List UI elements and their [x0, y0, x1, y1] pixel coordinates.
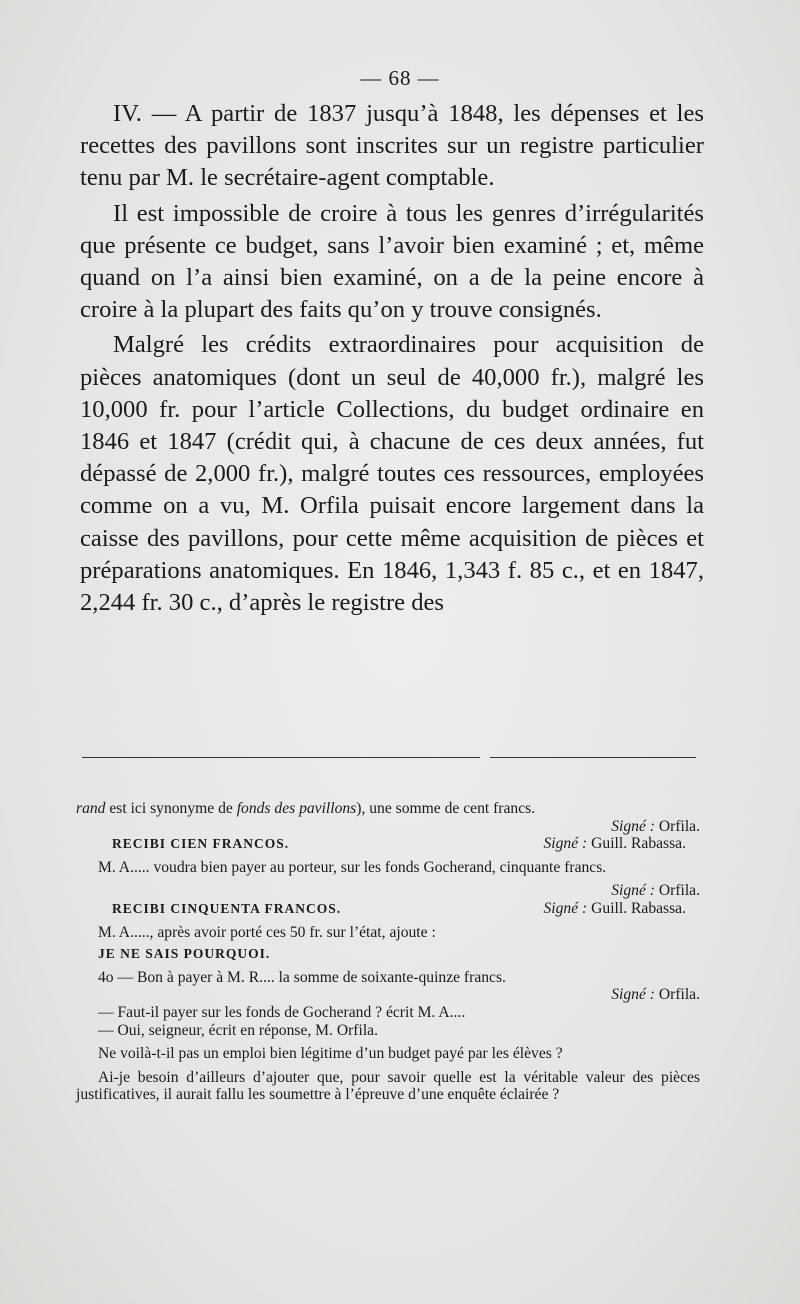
- note-pourquoi: JE NE SAIS POURQUOI.: [98, 946, 271, 962]
- signature-rabassa: [544, 900, 701, 918]
- signature-rabassa: [544, 835, 701, 853]
- note-rand: rand: [76, 800, 106, 817]
- note-ajoute: M. A....., après avoir porté ces 50 fr. sur l’état, ajoute :: [98, 923, 436, 941]
- footnotes: [76, 800, 700, 1104]
- signature-name: Guill. Rabassa.: [587, 899, 686, 917]
- signature-label: Signé :: [611, 882, 655, 900]
- signature-name: Orfila.: [654, 817, 700, 835]
- signature-label: Signé :: [543, 899, 588, 917]
- footnote-rule-right: [490, 757, 696, 758]
- signature-orfila: [76, 986, 700, 1004]
- signature-name: Orfila.: [654, 986, 700, 1004]
- note-emphasis: fonds des pavillons: [236, 800, 357, 817]
- receipt-text: RECIBI CIEN FRANCOS.: [112, 836, 290, 852]
- note-text: ), une somme de cent francs.: [356, 800, 536, 817]
- note-fonds-pavillons: [76, 800, 700, 818]
- receipt-text: RECIBI CINQUENTA FRANCOS.: [112, 900, 342, 916]
- note-bon-a-payer: 4o — Bon à payer à M. R.... la somme de soixante-quinze francs.: [98, 968, 506, 986]
- page-number: — 68 —: [360, 66, 440, 90]
- signature-name: Guill. Rabassa.: [587, 835, 686, 853]
- note-payment: M. A..... voudra bien payer au porteur, sur les fonds Gocherand, cinquante francs.: [98, 858, 607, 876]
- note-question: — Faut-il payer sur les fonds de Gocherand ? écrit M. A....: [98, 1003, 466, 1021]
- signature-orfila: [76, 882, 700, 900]
- paragraph-malgre: Malgré les crédits extraordinaires pour acquisition de pièces anatomiques (dont un seul de 40,000 fr.), malgré les 10,000 fr. pour l’article Collections, du budget ordinaire en 1846 et 1847 (crédit qui, à chacune de ces deux années, fut dépassé de 2,000 fr.), malgré toutes ces ressources, employées comme on a vu, M. Orfila puisait encore largement dans la caisse des pavillons, pour cette même acquisition de pièces et préparations anatomiques. En 1846, 1,343 f. 85 c., et en 1847, 2,244 fr. 30 c., d’après le registre des: [80, 331, 704, 617]
- signature-name: Orfila.: [654, 882, 700, 900]
- paragraph-iv: IV. — A partir de 1837 jusqu’à 1848, les dépenses et les recettes des pavillons sont inscrites sur un registre particulier tenu par M. le secrétaire-agent comptable.: [80, 100, 704, 192]
- signature-label: Signé :: [611, 817, 655, 835]
- signature-label: Signé :: [611, 986, 655, 1004]
- paragraph-irregularites: Il est impossible de croire à tous les genres d’irrégularités que présente ce budget, sans l’avoir bien examiné ; et, même quand on l’a ainsi bien examiné, on a de la peine encore à croire à la plupart des faits qu’on y trouve consignés.: [80, 199, 704, 324]
- signature-orfila: [76, 818, 700, 836]
- note-voila: Ne voilà-t-il pas un emploi bien légitime d’un budget payé par les élèves ?: [98, 1045, 563, 1063]
- signature-label: Signé :: [543, 835, 588, 853]
- note-text: est ici synonyme de: [105, 800, 237, 817]
- note-reponse: — Oui, seigneur, écrit en réponse, M. Orfila.: [98, 1021, 378, 1039]
- receipt-line: [76, 835, 700, 853]
- receipt-line: [76, 900, 700, 918]
- main-text: [80, 98, 704, 619]
- footnote-rule-left: [82, 757, 480, 758]
- note-besoin: Ai-je besoin d’ailleurs d’ajouter que, pour savoir quelle est la véritable valeur des pièces justificatives, il aurait fallu les soumettre à l’épreuve d’une enquête éclairée ?: [76, 1068, 700, 1104]
